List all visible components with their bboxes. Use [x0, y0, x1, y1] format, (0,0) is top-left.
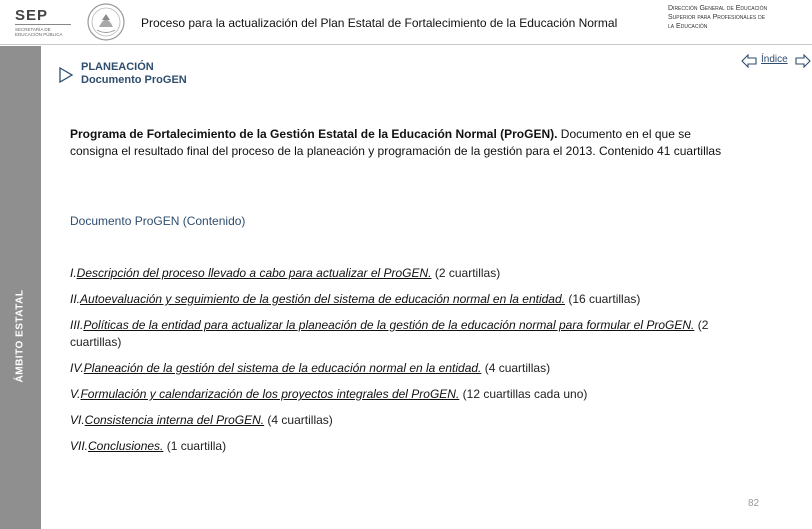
item-number: II. [70, 292, 81, 306]
header-title: Proceso para la actualización del Plan Estatal de Fortalecimiento de la Educación Normal [141, 16, 618, 30]
sep-logo-subtitle-line: SECRETARÍA DE [15, 27, 51, 32]
arrow-left-outline-icon[interactable] [741, 54, 757, 68]
contents-list [70, 265, 750, 455]
contents-heading: Documento ProGEN (Contenido) [70, 214, 246, 228]
sep-logo [6, 4, 68, 40]
item-page-count: (4 cuartillas) [264, 413, 333, 427]
list-item [70, 360, 750, 377]
item-link[interactable]: Formulación y calendarización de los proyectos integrales del ProGEN. [80, 387, 460, 401]
index-link[interactable]: Índice [761, 54, 788, 65]
list-item [70, 412, 750, 429]
side-band [0, 46, 41, 529]
item-link[interactable]: Planeación de la gestión del sistema de la educación normal en la entidad. [83, 361, 482, 375]
list-item [70, 438, 750, 455]
direction-line: la Educación [668, 23, 708, 30]
intro-title: Programa de Fortalecimiento de la Gestión Estatal de la Educación Normal (ProGEN). [70, 127, 558, 141]
item-page-count: (1 cuartilla) [163, 439, 227, 453]
list-item [70, 265, 750, 282]
arrow-right-outline-icon[interactable] [795, 54, 811, 68]
sep-logo-word: SEP [15, 7, 49, 24]
item-link[interactable]: Descripción del proceso llevado a cabo para actualizar el ProGEN. [76, 266, 432, 280]
item-number: I. [70, 266, 77, 280]
list-item [70, 317, 750, 351]
item-number: V. [70, 387, 81, 401]
item-page-count: (2 cuartillas) [431, 266, 501, 280]
play-outline-icon [58, 67, 74, 83]
section-title-line2: Documento ProGEN [81, 74, 187, 86]
coat-of-arms-icon [86, 2, 126, 42]
list-item [70, 386, 750, 403]
section-title-line1: PLANEACIÓN [81, 61, 154, 73]
item-page-count: (16 cuartillas) [565, 292, 641, 306]
item-number: IV. [70, 361, 84, 375]
sep-logo-subtitle-line: EDUCACIÓN PÚBLICA [15, 32, 63, 37]
sep-logo-subtitle [15, 27, 75, 37]
header-divider [0, 44, 812, 45]
section-title [81, 61, 187, 87]
sep-logo-rule [15, 24, 71, 25]
item-page-count: (12 cuartillas cada uno) [459, 387, 588, 401]
item-link[interactable]: Conclusiones. [88, 439, 164, 453]
list-item [70, 291, 750, 308]
item-number: VI. [70, 413, 85, 427]
direction-name [668, 4, 808, 31]
item-link[interactable]: Consistencia interna del ProGEN. [84, 413, 265, 427]
item-page-count: (2 cuartillas) [70, 318, 709, 349]
side-band-label: ÁMBITO ESTATAL [14, 289, 26, 383]
page-header [0, 0, 812, 46]
intro-text: Documento en el que se consigna el resultado final del proceso de la planeación y programación de la gestión para el 2013. Contenido 41 cuartillas [70, 127, 722, 158]
item-number: III. [70, 318, 84, 332]
direction-line: Superior para Profesionales de [668, 14, 766, 21]
item-link[interactable]: Políticas de la entidad para actualizar la planeación de la gestión de la educación normal para formular el ProGEN. [83, 318, 695, 332]
direction-line: Dirección General de Educación [668, 5, 768, 12]
page-number: 82 [748, 498, 760, 509]
item-link[interactable]: Autoevaluación y seguimiento de la gestión del sistema de educación normal en la entidad. [80, 292, 565, 306]
item-number: VII. [70, 439, 89, 453]
item-page-count: (4 cuartillas) [481, 361, 551, 375]
intro-paragraph [70, 126, 740, 160]
